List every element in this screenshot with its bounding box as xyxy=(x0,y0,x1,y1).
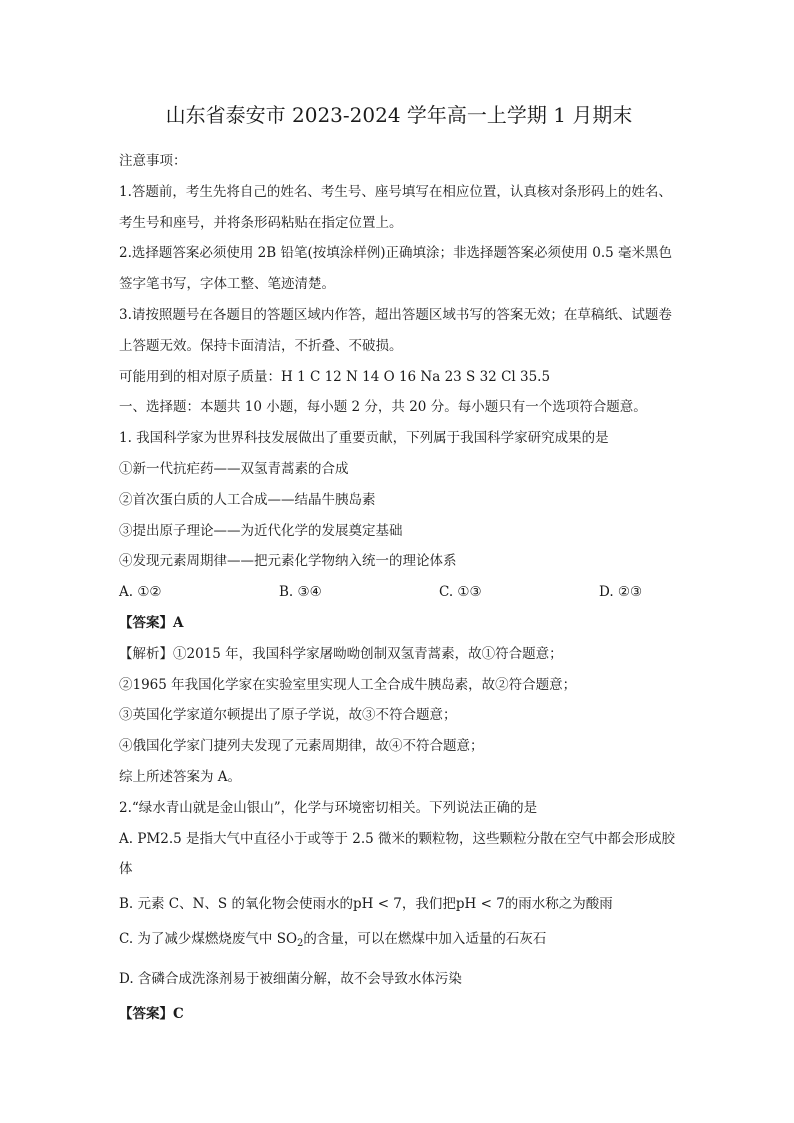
page-content xyxy=(119,100,679,1029)
notice-header: 注意事项： xyxy=(119,153,187,169)
page-title: 山东省泰安市 2023-2024 学年高一上学期 1 月期末 xyxy=(165,103,633,127)
q2-option-b-pre: B. 元素 C、N、S 的氧化物会使雨水的 xyxy=(119,896,353,913)
q2-so2-subscript: 2 xyxy=(297,937,304,949)
q1-item-4: ④发现元素周期律——把元素化学物纳入统一的理论体系 xyxy=(119,553,457,570)
q1-stem: 1. 我国科学家为世界科技发展做出了重要贡献，下列属于我国科学家研究成果的是 xyxy=(119,430,609,447)
q2-option-a: A. PM2.5 是指大气中直径小于或等于 2.5 微米的颗粒物，这些颗粒分散在空气中都会形成胶体 xyxy=(119,830,676,878)
q1-analysis-2: ②1965 年我国化学家在实验室里实现人工全合成牛胰岛素，故②符合题意； xyxy=(119,676,577,693)
q2-option-c-post: 的含量，可以在燃煤中加入适量的石灰石 xyxy=(303,930,547,947)
q1-analysis-5: 综上所述答案为 A。 xyxy=(119,768,242,785)
q2-option-b-mid: ，我们把 xyxy=(401,896,456,913)
q2-option-d: D. 含磷合成洗涤剂易于被细菌分解，故不会导致水体污染 xyxy=(119,970,462,987)
q2-ph-formula-1: pH < 7 xyxy=(352,896,402,913)
notice-item-1: 1.答题前，考生先将自己的姓名、考生号、座号填写在相应位置，认真核对条形码上的姓名、考生号和座号，并将条形码粘贴在指定位置上。 xyxy=(119,183,672,231)
q1-analysis-1: 【解析】①2015 年，我国科学家屠呦呦创制双氢青蒿素，故①符合题意； xyxy=(119,645,563,662)
q1-item-3: ③提出原子理论——为近代化学的发展奠定基础 xyxy=(119,522,403,539)
q1-analysis-3: ③英国化学家道尔顿提出了原子学说，故③不符合题意； xyxy=(119,707,457,724)
atomic-mass-line: 可能用到的相对原子质量：H 1 C 12 N 14 O 16 Na 23 S 32 Cl 35.5 xyxy=(119,368,551,385)
q1-option-c: C. ①③ xyxy=(439,584,482,601)
q1-option-a: A. ①② xyxy=(119,584,162,601)
q2-option-c xyxy=(119,924,679,960)
q2-option-b xyxy=(119,889,679,920)
q1-analysis-4: ④俄国化学家门捷列夫发现了元素周期律，故④不符合题意； xyxy=(119,738,484,755)
notice-item-2: 2.选择题答案必须使用 2B 铅笔(按填涂样例)正确填涂；非选择题答案必须使用 0.5 毫米黑色签字笔书写，字体工整、笔迹清楚。 xyxy=(119,245,673,293)
q1-options xyxy=(119,577,679,608)
q2-option-b-post: 的雨水称之为酸雨 xyxy=(504,896,613,913)
q2-stem: 2.“绿水青山就是金山银山”，化学与环境密切相关。下列说法正确的是 xyxy=(119,799,538,816)
q1-item-2: ②首次蛋白质的人工合成——结晶牛胰岛素 xyxy=(119,491,376,508)
q2-option-c-pre: C. 为了减少煤燃烧废气中 SO xyxy=(119,930,298,947)
section-heading: 一、选择题：本题共 10 小题，每小题 2 分，共 20 分。每小题只有一个选项符合题意。 xyxy=(119,399,647,416)
q1-option-b: B. ③④ xyxy=(279,584,322,601)
q1-answer: 【答案】A xyxy=(119,614,184,631)
notice-item-3: 3.请按照题号在各题目的答题区域内作答，超出答题区域书写的答案无效；在草稿纸、试题卷上答题无效。保持卡面清洁，不折叠、不破损。 xyxy=(119,306,672,354)
q2-ph-formula-2: pH < 7 xyxy=(455,896,505,913)
q1-option-d: D. ②③ xyxy=(599,584,643,601)
q1-item-1: ①新一代抗疟药——双氢青蒿素的合成 xyxy=(119,460,349,477)
q2-answer: 【答案】C xyxy=(119,1005,184,1022)
